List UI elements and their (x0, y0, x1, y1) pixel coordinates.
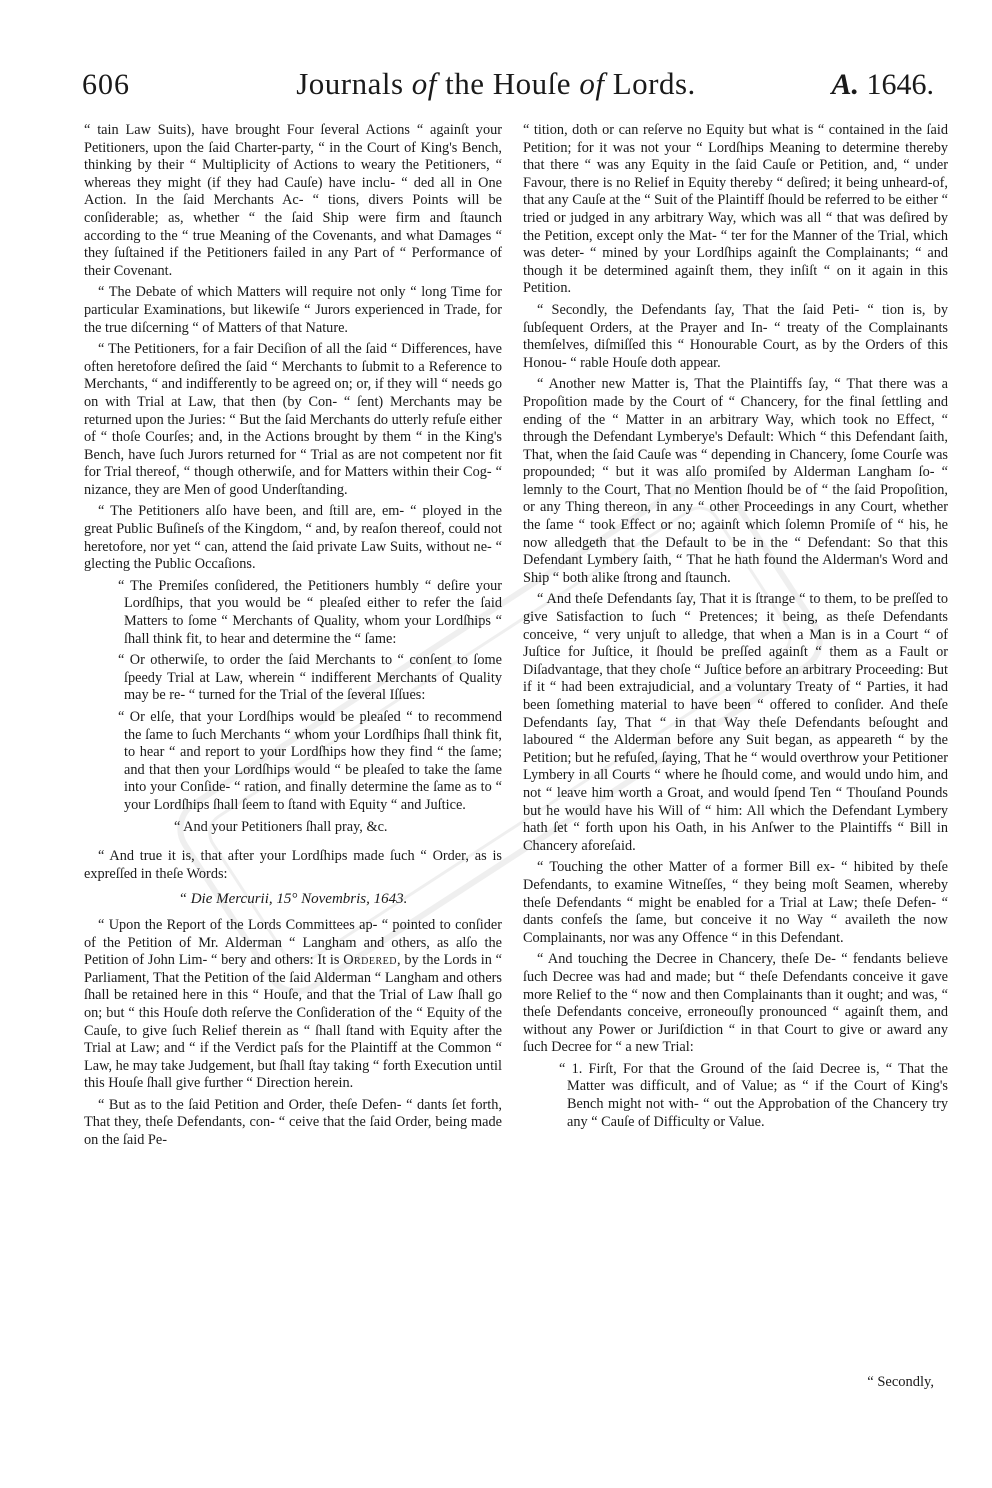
year-label (831, 68, 934, 102)
paragraph: “ But as to the ſaid Petition and Order, theſe Defen- “ dants ſet forth, That they, theſe Defendants, con- “ ceive that the ſaid Order, being made on the ſaid Pe- (84, 1096, 502, 1149)
year-value: 1646. (859, 68, 934, 101)
ordered-word: Ordered (343, 952, 398, 969)
title-of-2: of (579, 66, 605, 101)
right-column (523, 122, 948, 1135)
title-house: Houſe (492, 66, 580, 101)
paragraph: “ The Debate of which Matters will require not only “ long Time for particular Examinations, but likewiſe “ Jurors experienced in Trade, for the true diſcerning “ of Matters of that Nature. (84, 284, 502, 336)
paragraph: “ tain Law Suits), have brought Four ſeveral Actions “ againſt your Petitioners, upon the ſaid Charter-party, “ in the Court of King's Bench, thinking by their “ Multiplicity of Actions to weary the Petitioners, “ whereas they might (if they had Cauſe) have inclu- “ ded all in One Action. In the ſaid Merchants Ac- “ tions, divers Points will be conſiderable; as, whether “ the ſaid Ship were firm and ſtaunch according to the “ true Meaning of the Covenants, and what Damages “ they ſuſtained if the Petitioners failed in any Part of “ Performance of their Covenant. (84, 122, 502, 279)
paragraph: “ Secondly, the Defendants ſay, That the ſaid Peti- “ tion is, by ſubſequent Orders, at the Prayer and In- “ treaty of the Complainants themſelves, diſmiſſed this “ Honourable Court, as by the Orders of this Honou- “ rable Houſe doth appear. (523, 301, 948, 371)
year-prefix: A. (831, 68, 859, 101)
page-number: 606 (82, 68, 130, 101)
paragraph: “ The Petitioners alſo have been, and ſtill are, em- “ ployed in the great Public Buſineſs of the Kingdom, “ and, by reaſon thereof, could not heretofore, nor yet “ can, attend the ſaid private Law Suits, without ne- “ glecting the Public Occaſions. (84, 503, 502, 573)
paragraph: “ And theſe Defendants ſay, That it is ſtrange “ to them, to be preſſed to give Satisfaction to ſuch “ Pretences; it being, as theſe Defendants conceive, “ very unjuſt to alledge, that when a Man is in a Court “ of Juſtice for Juſtice, it ſhould be preſſed againſt “ them as a Fault or Diſadvantage, that they choſe “ Juſtice before an arbitrary Proceeding: But if it “ had been extrajudicial, and a voluntary Treaty of “ Parties, it had been ſomething material to have been “ offered to conſider. And theſe Defendants ſay, That “ in that Way theſe Defendants beſought and laboured “ the Alderman before any Suit began, as appeareth “ by the Petition; but he refuſed, ſaying, That he “ would overthrow your Petitioner Lymbery in all Courts “ where he ſhould come, and would undo him, and not “ leave him worth a Groat, and would ſpend Ten “ Thouſand Pounds but he would have his Will of “ him: All which the Defendant Lymbery hath ſet “ forth upon his Oath, in his Anſwer to the Plaintiffs “ Bill in Chancery aforeſaid. (523, 591, 948, 854)
order-text-b: , by the Lords in “ Parliament, That the Petition of the ſaid Alderman “ Langham and others ſhall be retained here in this “ Houſe, and that the Trial of Law ſhall go on; but “ this Houſe doth reſerve the Conſideration of the “ Equity of the Cauſe, to give ſuch Relief therein as “ ſhall ſtand with Equity after the Trial at Law; and “ if the Verdict paſs for the Plaintiff at the Common “ Law, he may take Judgement, but ſhall ſtay taking “ forth Execution until this Houſe ſhall give further “ Direction herein. (84, 952, 502, 1092)
paragraph: “ Touching the other Matter of a former Bill ex- “ hibited by theſe Defendants, to examine Witneſſes, “ they being moſt Seamen, whereby theſe Defendants “ might be enabled for a Trial at Law; theſe Defen- “ dants confeſs the ſame, but conceive it no Way “ availeth the now Complainants, nor was any Offence “ in this Defendant. (523, 859, 948, 946)
prayer-clause: “ Or elſe, that your Lordſhips would be pleaſed “ to recommend the ſame to ſuch Merchants “ whom your Lordſhips ſhall think fit, to hear “ and report to your Lordſhips how they find “ the ſame; and that then your Lordſhips would “ be pleaſed to take the ſame into your Conſide- “ ration, and finally determine the ſame as to “ your Lordſhips ſhall ſeem to ſtand with Equity “ and Juſtice. (118, 709, 502, 813)
paragraph: “ tition, doth or can reſerve no Equity but what is “ contained in the ſaid Petition; for it was not your “ Lordſhips Meaning to determine thereby that there “ was any Equity in the ſaid Cauſe or Petition, and, “ under Favour, there is no Relief in Equity thereby “ deſired; it being unheard-of, that any Cauſe at the “ Suit of the Plaintiff ſhould be referred to be either “ tried or judged in any arbitrary Way, which was all “ that was deſired by the Petition, except only the Mat- “ ter for the Manner of the Trial, which was deter- “ mined by your Lordſhips againſt the Complainants; “ and though it be determined againſt them, they inſiſt “ on it again in this Petition. (523, 122, 948, 297)
left-column (84, 122, 502, 1154)
numbered-item: “ 1. Firſt, For that the Ground of the ſaid Decree is, “ That the Matter was difficult, and of Value; as “ if the Court of King's Bench might not with- “ out the Approbation of the Chancery try any “ Cauſe of Difficulty or Value. (559, 1060, 948, 1130)
paragraph: “ And touching the Decree in Chancery, theſe De- “ fendants believe ſuch Decree was had and made; but “ theſe Defendants conceive it gave more Relief to the “ now and then Complainants than it ought; and was, “ theſe Defendants conceive, erroneouſly pronounced “ againſt them, and without any Power or Juriſdiction “ in that Court to give or award any ſuch Decree for “ a new Trial: (523, 951, 948, 1056)
title-lords: Lords. (604, 66, 696, 101)
title-part-1: Journals (296, 66, 412, 101)
paragraph: “ The Petitioners, for a fair Deciſion of all the ſaid “ Differences, have often heretofore deſired the ſaid “ Merchants to ſubmit to a Reference to Merchants, “ and indifferently to be agreed on; or, if they will “ needs go on with Trial at Law, that then (by Con- “ ſent) Merchants may be returned upon the Juries: “ But the ſaid Merchants do utterly refuſe either of “ thoſe Courſes; and, in the Actions brought by them “ in the King's Bench, have ſuch Jurors returned for “ Trial as are not competent nor fit for Trial thereof, “ though otherwiſe, and for Matters within their Cog- “ nizance, they are Men of good Underſtanding. (84, 341, 502, 498)
date-heading: “ Die Mercurii, 15° Novembris, 1643. (178, 891, 408, 908)
running-header (0, 62, 992, 112)
order-intro: “ And true it is, that after your Lordſhips made ſuch “ Order, as is expreſſed in theſe Words: (84, 848, 502, 882)
title-the: the (436, 66, 493, 101)
catchword: “ Secondly, (867, 1374, 934, 1390)
order-paragraph (84, 917, 502, 1093)
petition-signoff: “ And your Petitioners ſhall pray, &c. (174, 818, 388, 835)
order-text-a: “ Upon the Report of the Lords Committees ap- “ pointed to conſider of the Petition of Mr. Alderman “ Langham and others, as alſo the Petition of John Lim- “ bery and others: It is (84, 916, 502, 969)
prayer-clause: “ Or otherwiſe, to order the ſaid Merchants to “ conſent to ſome ſpeedy Trial at Law, wherein “ indifferent Merchants of Quality may be re- “ turned for the Trial of the ſeveral Iſſues: (118, 652, 502, 704)
title-of-1: of (411, 66, 437, 101)
paragraph: “ Another new Matter is, That the Plaintiffs ſay, “ That there was a Propoſition made by the Court of “ Chancery, for the final ſettling and ending of the “ Matter in an arbitrary Way, which took no Effect, “ through the Defendant Lymberye's Default: Which “ this Defendant ſaith, That, when the ſaid Cauſe was “ depending in Chancery, ſome Courſe was propounded; “ but it was alſo promiſed by Alderman Langham ſo- “ lemnly to the Court, That no Mention ſhould be of “ the ſaid Propoſition, or any Thing thereon, in any “ other Proceedings in any Court, whether the ſame “ took Effect or no; againſt which ſolemn Promiſe of “ his, he now alledgeth that the Default to be in the “ Defendant: So that this Defendant Lymbery ſaith, “ That he hath found the Alderman's Word and Ship “ both alike ſtrong and ſtaunch. (523, 376, 948, 586)
prayer-clause: “ The Premiſes conſidered, the Petitioners humbly “ deſire your Lordſhips, that you would be “ pleaſed either to refer the ſaid Matters to ſome “ Merchants of Quality, whom your Lordſhips “ ſhall think fit, to hear and determine the “ ſame: (118, 577, 502, 647)
